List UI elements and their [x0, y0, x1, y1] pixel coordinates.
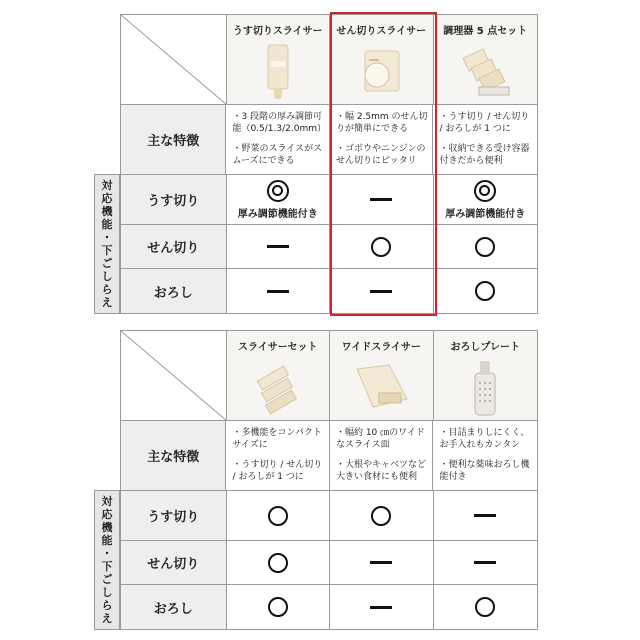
mark-cell	[227, 491, 331, 540]
product-header-row	[121, 331, 537, 421]
mark-cell	[330, 491, 434, 540]
mark-cell	[330, 225, 434, 268]
dash-mark	[370, 606, 392, 609]
dash-mark	[474, 514, 496, 517]
product-name: スライサーセット	[238, 342, 318, 353]
grid	[120, 330, 538, 630]
double-circle-mark	[474, 180, 496, 202]
product-header	[227, 15, 331, 104]
mark-cell	[227, 541, 331, 584]
mark-cell	[330, 541, 434, 584]
mark-cell	[330, 585, 434, 629]
diagonal-corner	[121, 15, 227, 104]
row-label-features: 主な特徴	[121, 105, 226, 174]
row-label-sen: せん切り	[121, 225, 227, 268]
product-header-row	[121, 15, 537, 105]
julienne-slicer-image	[351, 43, 411, 101]
circle-mark	[268, 506, 288, 526]
double-circle-mark	[267, 180, 289, 202]
product-header	[434, 331, 538, 420]
product-name: おろしプレート	[450, 342, 521, 353]
mark-cell	[227, 585, 331, 629]
dash-mark	[267, 290, 289, 293]
product-name: うす切りスライサー	[232, 26, 323, 37]
product-name: 調理器 5 点セット	[443, 26, 528, 37]
product-header	[330, 331, 434, 420]
circle-mark	[371, 506, 391, 526]
sen-row	[121, 541, 537, 585]
diagonal-corner	[121, 331, 227, 420]
wide-slicer-image	[349, 359, 413, 417]
mark-cell	[330, 269, 434, 313]
mark-cell	[434, 541, 538, 584]
feature-list: ・幅 2.5mm のせん切りが簡単にできる ・ゴボウやニンジンのせん切りにピッタリ	[330, 105, 434, 174]
sen-row	[121, 225, 537, 269]
thin-slicer-image	[258, 43, 298, 101]
comparison-table-1	[94, 14, 544, 314]
product-header	[330, 15, 434, 104]
mark-cell	[434, 175, 538, 224]
feature-list: ・3 段階の厚み調節可能（0.5/1.3/2.0mm） ・野菜のスライスがスムーズにできる	[226, 105, 330, 174]
dash-mark	[267, 245, 289, 248]
circle-mark	[371, 237, 391, 257]
feature-list: ・うす切り / せん切り / おろしが 1 つに ・収納できる受け容器付きだから便利	[439, 112, 530, 166]
row-label-oroshi: おろし	[121, 269, 227, 313]
side-label: 対 応 機 能 ・ 下 ご し ら え	[94, 490, 120, 630]
mark-cell	[227, 269, 331, 313]
row-label-usu: うす切り	[121, 491, 227, 540]
features-row	[121, 421, 537, 491]
feature-list: ・多機能をコンパクトサイズに ・うす切り / せん切り / おろしが 1 つに	[226, 421, 330, 490]
mark-cell	[434, 585, 538, 629]
mark-cell	[330, 175, 434, 224]
mark-cell	[227, 225, 331, 268]
grid	[120, 14, 538, 314]
product-name: せん切りスライサー	[336, 26, 427, 37]
circle-mark	[268, 553, 288, 573]
features-row	[121, 105, 537, 175]
feature-list: ・目詰まりしにくく、お手入れもカンタン ・便利な薬味おろし機能付き	[439, 428, 530, 482]
dash-mark	[474, 561, 496, 564]
side-label: 対 応 機 能 ・ 下 ご し ら え	[94, 174, 120, 314]
oroshi-row	[121, 269, 537, 313]
usu-row	[121, 491, 537, 541]
circle-mark	[475, 597, 495, 617]
row-label-features: 主な特徴	[121, 421, 226, 490]
dash-mark	[370, 290, 392, 293]
product-header	[227, 331, 331, 420]
mark-cell	[434, 491, 538, 540]
usu-row	[121, 175, 537, 225]
product-name: ワイドスライサー	[341, 342, 421, 353]
comparison-table-2	[94, 330, 544, 630]
oroshi-row	[121, 585, 537, 629]
grater-plate-image	[465, 359, 505, 417]
feature-note: 厚み調節機能付き	[237, 208, 318, 220]
feature-list: ・幅約 10 ㎝のワイドなスライス面 ・大根やキャベツなど大きい食材にも便利	[330, 421, 434, 490]
mark-cell	[434, 225, 538, 268]
mark-cell	[227, 175, 331, 224]
mark-cell	[434, 269, 538, 313]
feature-note: 厚み調節機能付き	[445, 208, 526, 220]
circle-mark	[475, 281, 495, 301]
product-header	[434, 15, 538, 104]
row-label-sen: せん切り	[121, 541, 227, 584]
row-label-usu: うす切り	[121, 175, 227, 224]
five-piece-set-image	[453, 43, 517, 101]
row-label-oroshi: おろし	[121, 585, 227, 629]
slicer-set-image	[248, 359, 308, 417]
dash-mark	[370, 198, 392, 201]
dash-mark	[370, 561, 392, 564]
circle-mark	[268, 597, 288, 617]
circle-mark	[475, 237, 495, 257]
